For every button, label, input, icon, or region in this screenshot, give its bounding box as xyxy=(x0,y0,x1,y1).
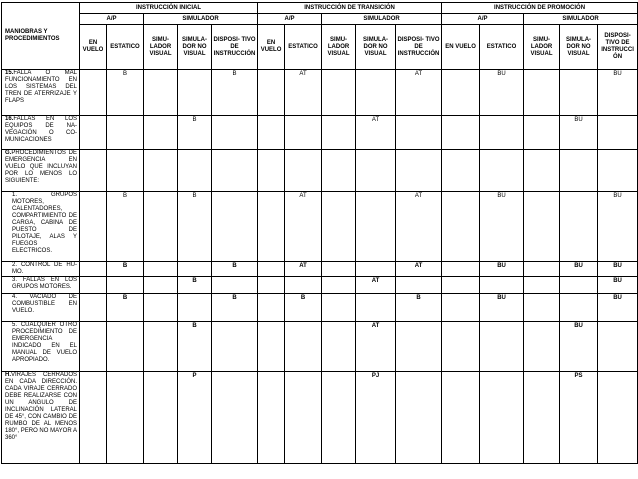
col-simulador-no-visual: SIMULA- DOR NO VISUAL xyxy=(356,25,396,70)
procedure-cell xyxy=(2,150,80,192)
grade-cell xyxy=(322,150,356,192)
grade-cell: BU xyxy=(598,192,638,262)
grade-cell xyxy=(107,116,144,150)
col-estatico: ESTATICO xyxy=(107,25,144,70)
grade-cell: BU xyxy=(560,116,598,150)
grade-cell xyxy=(258,116,285,150)
group-header-transicion: INSTRUCCIÓN DE TRANSICIÓN xyxy=(258,3,442,14)
grade-cell xyxy=(442,192,480,262)
training-matrix-table xyxy=(1,2,638,464)
grade-cell xyxy=(560,70,598,116)
grade-cell: BU xyxy=(598,277,638,294)
col-estatico: ESTATICO xyxy=(285,25,322,70)
grade-cell xyxy=(80,277,107,294)
col-simulador-visual: SIMU- LADOR VISUAL xyxy=(144,25,178,70)
grade-cell xyxy=(524,262,560,277)
grade-cell xyxy=(480,150,524,192)
procedure-number: H. xyxy=(5,372,11,378)
procedure-number: 15. xyxy=(5,70,14,76)
procedure-cell xyxy=(2,70,80,116)
table-row xyxy=(2,262,638,277)
grade-cell xyxy=(144,70,178,116)
procedure-cell xyxy=(2,262,80,277)
grade-cell: AT xyxy=(356,116,396,150)
grade-cell xyxy=(322,192,356,262)
grade-cell xyxy=(322,70,356,116)
table-row xyxy=(2,192,638,262)
grade-cell: AT xyxy=(356,277,396,294)
grade-cell xyxy=(285,116,322,150)
procedure-number: 16. xyxy=(5,116,14,122)
table-row xyxy=(2,372,638,464)
grade-cell xyxy=(258,277,285,294)
grade-cell: BU xyxy=(480,192,524,262)
grade-cell xyxy=(80,70,107,116)
grade-cell xyxy=(356,294,396,322)
grade-cell xyxy=(285,277,322,294)
grade-cell xyxy=(80,116,107,150)
grade-cell: BU xyxy=(560,322,598,372)
grade-cell: BU xyxy=(560,262,598,277)
grade-cell xyxy=(212,277,258,294)
grade-cell xyxy=(524,116,560,150)
grade-cell xyxy=(107,322,144,372)
grade-cell: B xyxy=(285,294,322,322)
grade-cell xyxy=(442,150,480,192)
col-estatico: ESTATICO xyxy=(480,25,524,70)
grade-cell: B xyxy=(178,192,212,262)
grade-cell: BU xyxy=(598,262,638,277)
grade-cell xyxy=(322,262,356,277)
grade-cell: B xyxy=(107,262,144,277)
grade-cell xyxy=(524,322,560,372)
grade-cell xyxy=(212,372,258,464)
grade-cell: B xyxy=(178,322,212,372)
ap-header: A/P xyxy=(258,14,322,25)
grade-cell xyxy=(598,150,638,192)
grade-cell: BU xyxy=(598,70,638,116)
grade-cell xyxy=(212,192,258,262)
table-row xyxy=(2,277,638,294)
col-dispositivo: DISPOSI- TIVO DE INSTRUCCI ÓN xyxy=(598,25,638,70)
grade-cell xyxy=(144,277,178,294)
grade-cell: B xyxy=(212,70,258,116)
group-header-promocion: INSTRUCCIÓN DE PROMOCIÓN xyxy=(442,3,638,14)
grade-cell xyxy=(356,70,396,116)
grade-cell xyxy=(285,372,322,464)
grade-cell xyxy=(560,192,598,262)
grade-cell xyxy=(178,150,212,192)
grade-cell xyxy=(356,192,396,262)
grade-cell xyxy=(524,150,560,192)
grade-cell xyxy=(396,116,442,150)
grade-cell xyxy=(396,322,442,372)
grade-cell xyxy=(322,116,356,150)
grade-cell: PJ xyxy=(356,372,396,464)
procedure-text: VIRAJES CERRADOS EN CADA DIRECCIÓN. CADA VIRAJE CERRADO DEBE REALIZARSE CON UN ANGULO DE INCLINACIÓN LATERAL DE 45°, CON CAMBIO DE RUMBO DE AL MENOS 180°, PERO NO MAYOR A 360° xyxy=(5,372,77,441)
grade-cell: B xyxy=(107,70,144,116)
table-row xyxy=(2,322,638,372)
grade-cell: B xyxy=(178,116,212,150)
grade-cell xyxy=(258,262,285,277)
procedure-text: 5. CUALQUIER OTRO PROCEDIMIENTO DE EMERGENCIA INDICADO EN EL MANUAL DE VUELO APROPIADO. xyxy=(12,322,77,363)
grade-cell xyxy=(442,262,480,277)
grade-cell: AT xyxy=(285,192,322,262)
grade-cell xyxy=(524,70,560,116)
grade-cell: BU xyxy=(598,294,638,322)
procedure-cell xyxy=(2,372,80,464)
grade-cell xyxy=(107,150,144,192)
simulador-header: SIMULADOR xyxy=(524,14,638,25)
grade-cell xyxy=(80,192,107,262)
ap-header: A/P xyxy=(442,14,524,25)
grade-cell xyxy=(598,116,638,150)
grade-cell xyxy=(356,262,396,277)
col-en-vuelo: EN VUELO xyxy=(80,25,107,70)
procedure-text: 2. CONTROL DE HU-MO. xyxy=(12,262,77,275)
simulador-header: SIMULADOR xyxy=(322,14,442,25)
grade-cell: B xyxy=(107,294,144,322)
grade-cell xyxy=(322,372,356,464)
grade-cell xyxy=(212,322,258,372)
grade-cell: B xyxy=(396,294,442,322)
table-body xyxy=(2,70,638,464)
col-dispositivo: DISPOSI- TIVO DE INSTRUCCIÓN xyxy=(212,25,258,70)
procedure-text: PROCEDIMIENTOS DE EMERGENCIA EN VUELO QUE INCLUYAN POR LO MENOS LO SIGUIENTE: xyxy=(5,150,77,184)
grade-cell: AT xyxy=(285,262,322,277)
col-simulador-no-visual: SIMULA- DOR NO VISUAL xyxy=(560,25,598,70)
grade-cell xyxy=(258,372,285,464)
table-row xyxy=(2,150,638,192)
grade-cell xyxy=(144,372,178,464)
grade-cell xyxy=(480,277,524,294)
ap-header: A/P xyxy=(80,14,144,25)
grade-cell xyxy=(524,192,560,262)
procedure-cell xyxy=(2,116,80,150)
grade-cell xyxy=(80,150,107,192)
grade-cell xyxy=(144,262,178,277)
col-dispositivo: DISPOSI- TIVO DE INSTRUCCIÓN xyxy=(396,25,442,70)
grade-cell xyxy=(442,116,480,150)
grade-cell xyxy=(285,150,322,192)
grade-cell: BU xyxy=(480,70,524,116)
grade-cell xyxy=(80,262,107,277)
grade-cell xyxy=(396,372,442,464)
table-row xyxy=(2,294,638,322)
grade-cell xyxy=(258,70,285,116)
grade-cell xyxy=(524,277,560,294)
grade-cell xyxy=(442,322,480,372)
grade-cell xyxy=(442,294,480,322)
grade-cell: B xyxy=(107,192,144,262)
col-en-vuelo: EN VUELO xyxy=(442,25,480,70)
col-en-vuelo: EN VUELO xyxy=(258,25,285,70)
grade-cell xyxy=(598,372,638,464)
procedure-cell xyxy=(2,192,80,262)
procedure-text: 3. FALLAS EN LOS GRUPOS MOTORES. xyxy=(12,277,77,290)
grade-cell xyxy=(322,277,356,294)
grade-cell: AT xyxy=(356,322,396,372)
grade-cell xyxy=(322,322,356,372)
grade-cell: B xyxy=(212,294,258,322)
grade-cell xyxy=(258,294,285,322)
procedure-number: G. xyxy=(5,150,12,156)
grade-cell: AT xyxy=(396,262,442,277)
grade-cell xyxy=(442,70,480,116)
grade-cell xyxy=(178,262,212,277)
procedure-text: 1. GRUPOS MOTORES, CALENTADORES, COMPARTIMIENTO DE CARGA, CABINA DE PUESTO DE PILOTAJE, ALAS Y FUEGOS ELECTRICOS. xyxy=(12,192,77,254)
grade-cell: BU xyxy=(480,294,524,322)
grade-cell xyxy=(480,116,524,150)
grade-cell xyxy=(524,372,560,464)
grade-cell xyxy=(480,322,524,372)
col-simulador-visual: SIMU- LADOR VISUAL xyxy=(322,25,356,70)
grade-cell xyxy=(212,150,258,192)
grade-cell: B xyxy=(178,277,212,294)
grade-cell xyxy=(144,192,178,262)
grade-cell xyxy=(144,150,178,192)
grade-cell xyxy=(178,294,212,322)
grade-cell xyxy=(560,277,598,294)
grade-cell: AT xyxy=(396,192,442,262)
grade-cell xyxy=(144,116,178,150)
grade-cell: B xyxy=(212,262,258,277)
col-simulador-visual: SIMU- LADOR VISUAL xyxy=(524,25,560,70)
procedure-text: FALLAS EN LOS EQUIPOS DE NA- VEGACIÓN O CO- MUNICACIONES xyxy=(5,116,77,143)
grade-cell xyxy=(80,372,107,464)
grade-cell xyxy=(356,150,396,192)
grade-cell xyxy=(322,294,356,322)
grade-cell xyxy=(144,294,178,322)
procedure-text: 4. VACIADO DE COMBUSTIBLE EN VUELO. xyxy=(12,294,77,314)
grade-cell xyxy=(285,322,322,372)
grade-cell: AT xyxy=(285,70,322,116)
grade-cell xyxy=(107,372,144,464)
grade-cell xyxy=(80,322,107,372)
grade-cell xyxy=(258,150,285,192)
simulador-header: SIMULADOR xyxy=(144,14,258,25)
grade-cell: P xyxy=(178,372,212,464)
grade-cell: BU xyxy=(480,262,524,277)
grade-cell: AT xyxy=(396,70,442,116)
procedure-cell xyxy=(2,322,80,372)
grade-cell xyxy=(480,372,524,464)
grade-cell xyxy=(396,277,442,294)
grade-cell xyxy=(524,294,560,322)
grade-cell xyxy=(178,70,212,116)
table-row xyxy=(2,70,638,116)
grade-cell xyxy=(258,322,285,372)
grade-cell xyxy=(258,192,285,262)
grade-cell xyxy=(80,294,107,322)
grade-cell xyxy=(598,322,638,372)
grade-cell xyxy=(560,294,598,322)
procedure-cell xyxy=(2,277,80,294)
col-simulador-no-visual: SIMULA- DOR NO VISUAL xyxy=(178,25,212,70)
grade-cell xyxy=(442,372,480,464)
grade-cell xyxy=(396,150,442,192)
maniobras-header: MANIOBRAS Y PROCEDIMIENTOS xyxy=(2,3,80,70)
grade-cell xyxy=(442,277,480,294)
group-header-inicial: INSTRUCCIÓN INICIAL xyxy=(80,3,258,14)
grade-cell xyxy=(144,322,178,372)
grade-cell: PS xyxy=(560,372,598,464)
grade-cell xyxy=(560,150,598,192)
grade-cell xyxy=(212,116,258,150)
table-row xyxy=(2,116,638,150)
grade-cell xyxy=(107,277,144,294)
procedure-cell xyxy=(2,294,80,322)
procedure-text: FALLA O MAL FUNCIONAMIENTO EN LOS SISTEMAS DEL TREN DE ATERRIZAJE Y FLAPS xyxy=(5,70,77,104)
